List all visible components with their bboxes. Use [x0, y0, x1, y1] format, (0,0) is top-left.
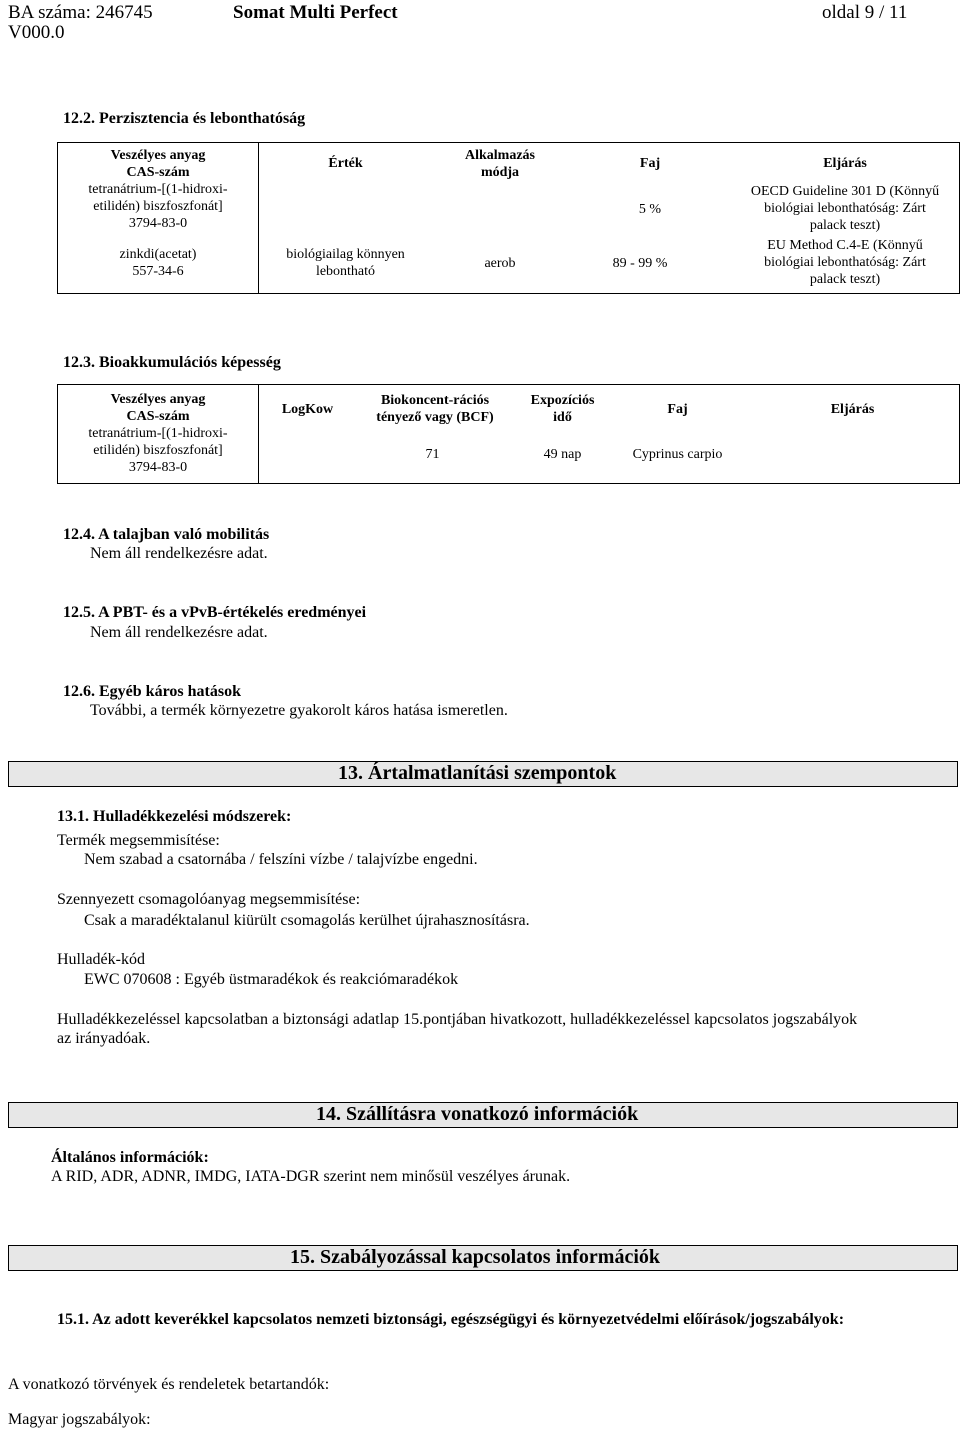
product-disposal-label: Termék megsemmisítése:	[57, 832, 220, 849]
col-method-header: Eljárás	[823, 156, 867, 171]
table-cell-species-3: Cyprinus carpio	[632, 447, 723, 462]
section-12-4-title: 12.4. A talajban való mobilitás	[63, 526, 270, 543]
general-info-text: A RID, ADR, ADNR, IMDG, IATA-DGR szerint nem minősül veszélyes árunak.	[51, 1168, 571, 1185]
col-application-header: Alkalmazás módja	[465, 148, 535, 180]
col-substance-header: Veszélyes anyag CAS-szám	[110, 148, 206, 180]
table-row-substance-1: tetranátrium-[(1-hidroxi- etilidén) biszfoszfonát] 3794-83-0	[88, 182, 228, 231]
product-name: Somat Multi Perfect	[233, 2, 398, 23]
hungarian-laws-label: Magyar jogszabályok:	[8, 1411, 151, 1428]
section-12-6-text: További, a termék környezetre gyakorolt káros hatása ismeretlen.	[90, 702, 508, 719]
section-12-5-title: 12.5. A PBT- és a vPvB-értékelés eredményei	[63, 604, 367, 621]
waste-note-line2: az irányadóak.	[57, 1030, 151, 1047]
document-version: V000.0	[8, 22, 65, 43]
table-cell-method-2: EU Method C.4-E (Könnyű biológiai lebonthatóság: Zárt palack teszt)	[764, 238, 926, 287]
table-cell-species-1: 5 %	[638, 202, 662, 217]
col-substance-header-2: Veszélyes anyag CAS-szám	[110, 392, 206, 424]
document-number: BA száma: 246745	[8, 2, 153, 23]
table-cell-method-1: OECD Guideline 301 D (Könnyű biológiai lebonthatóság: Zárt palack teszt)	[750, 184, 940, 233]
section-12-2-title: 12.2. Perzisztencia és lebonthatóság	[63, 110, 306, 127]
col-logkow-header: LogKow	[281, 402, 334, 417]
col-species-header-2: Faj	[667, 402, 688, 417]
table-row-substance-3: tetranátrium-[(1-hidroxi- etilidén) biszfoszfonát] 3794-83-0	[88, 426, 228, 475]
table-cell-application-2: aerob	[484, 256, 516, 271]
table-row-substance-2: zinkdi(acetat) 557-34-6	[119, 247, 197, 279]
section-12-6-title: 12.6. Egyéb káros hatások	[63, 683, 241, 700]
section-15-1-title: 15.1. Az adott keverékkel kapcsolatos nemzeti biztonsági, egészségügyi és környezetvédelmi előírások/jogszabályok:	[57, 1311, 845, 1328]
section-13-title: 13. Ártalmatlanítási szempontok	[338, 762, 617, 784]
section-12-5-text: Nem áll rendelkezésre adat.	[90, 624, 268, 641]
table-cell-bcf: 71	[425, 447, 440, 462]
packaging-disposal-text: Csak a maradéktalanul kiürült csomagolás kerülhet újrahasznosításra.	[84, 912, 530, 929]
waste-code-text: EWC 070608 : Egyéb üstmaradékok és reakciómaradékok	[84, 971, 459, 988]
col-bcf-header: Biokoncent-rációs tényező vagy (BCF)	[376, 393, 494, 425]
general-info-label: Általános információk:	[51, 1149, 209, 1166]
table-cell-exposure: 49 nap	[543, 447, 582, 462]
col-method-header-2: Eljárás	[830, 402, 875, 417]
section-15-title: 15. Szabályozással kapcsolatos információk	[290, 1246, 661, 1268]
section-13-1-title: 13.1. Hulladékkezelési módszerek:	[57, 808, 292, 825]
table-cell-value-2: biológiailag könnyen lebontható	[286, 247, 405, 279]
table-cell-species-2: 89 - 99 %	[612, 256, 668, 271]
col-value-header: Érték	[328, 156, 363, 171]
waste-note-line1: Hulladékkezeléssel kapcsolatban a biztonsági adatlap 15.pontjában hivatkozott, hulladékkezeléssel kapcsolatos jogszabályok	[57, 1011, 858, 1028]
waste-code-label: Hulladék-kód	[57, 951, 145, 968]
section-14-title: 14. Szállításra vonatkozó információk	[316, 1103, 639, 1125]
col-exposure-header: Expozíciós idő	[530, 393, 595, 425]
section-12-3-title: 12.3. Bioakkumulációs képesség	[63, 354, 281, 371]
packaging-disposal-label: Szennyezett csomagolóanyag megsemmisítése:	[57, 891, 361, 908]
page-number: oldal 9 / 11	[822, 2, 908, 23]
product-disposal-text: Nem szabad a csatornába / felszíni vízbe / talajvízbe engedni.	[84, 851, 478, 868]
laws-text: A vonatkozó törvények és rendeletek betartandók:	[8, 1376, 330, 1393]
col-species-header: Faj	[639, 156, 661, 171]
section-12-4-text: Nem áll rendelkezésre adat.	[90, 545, 268, 562]
